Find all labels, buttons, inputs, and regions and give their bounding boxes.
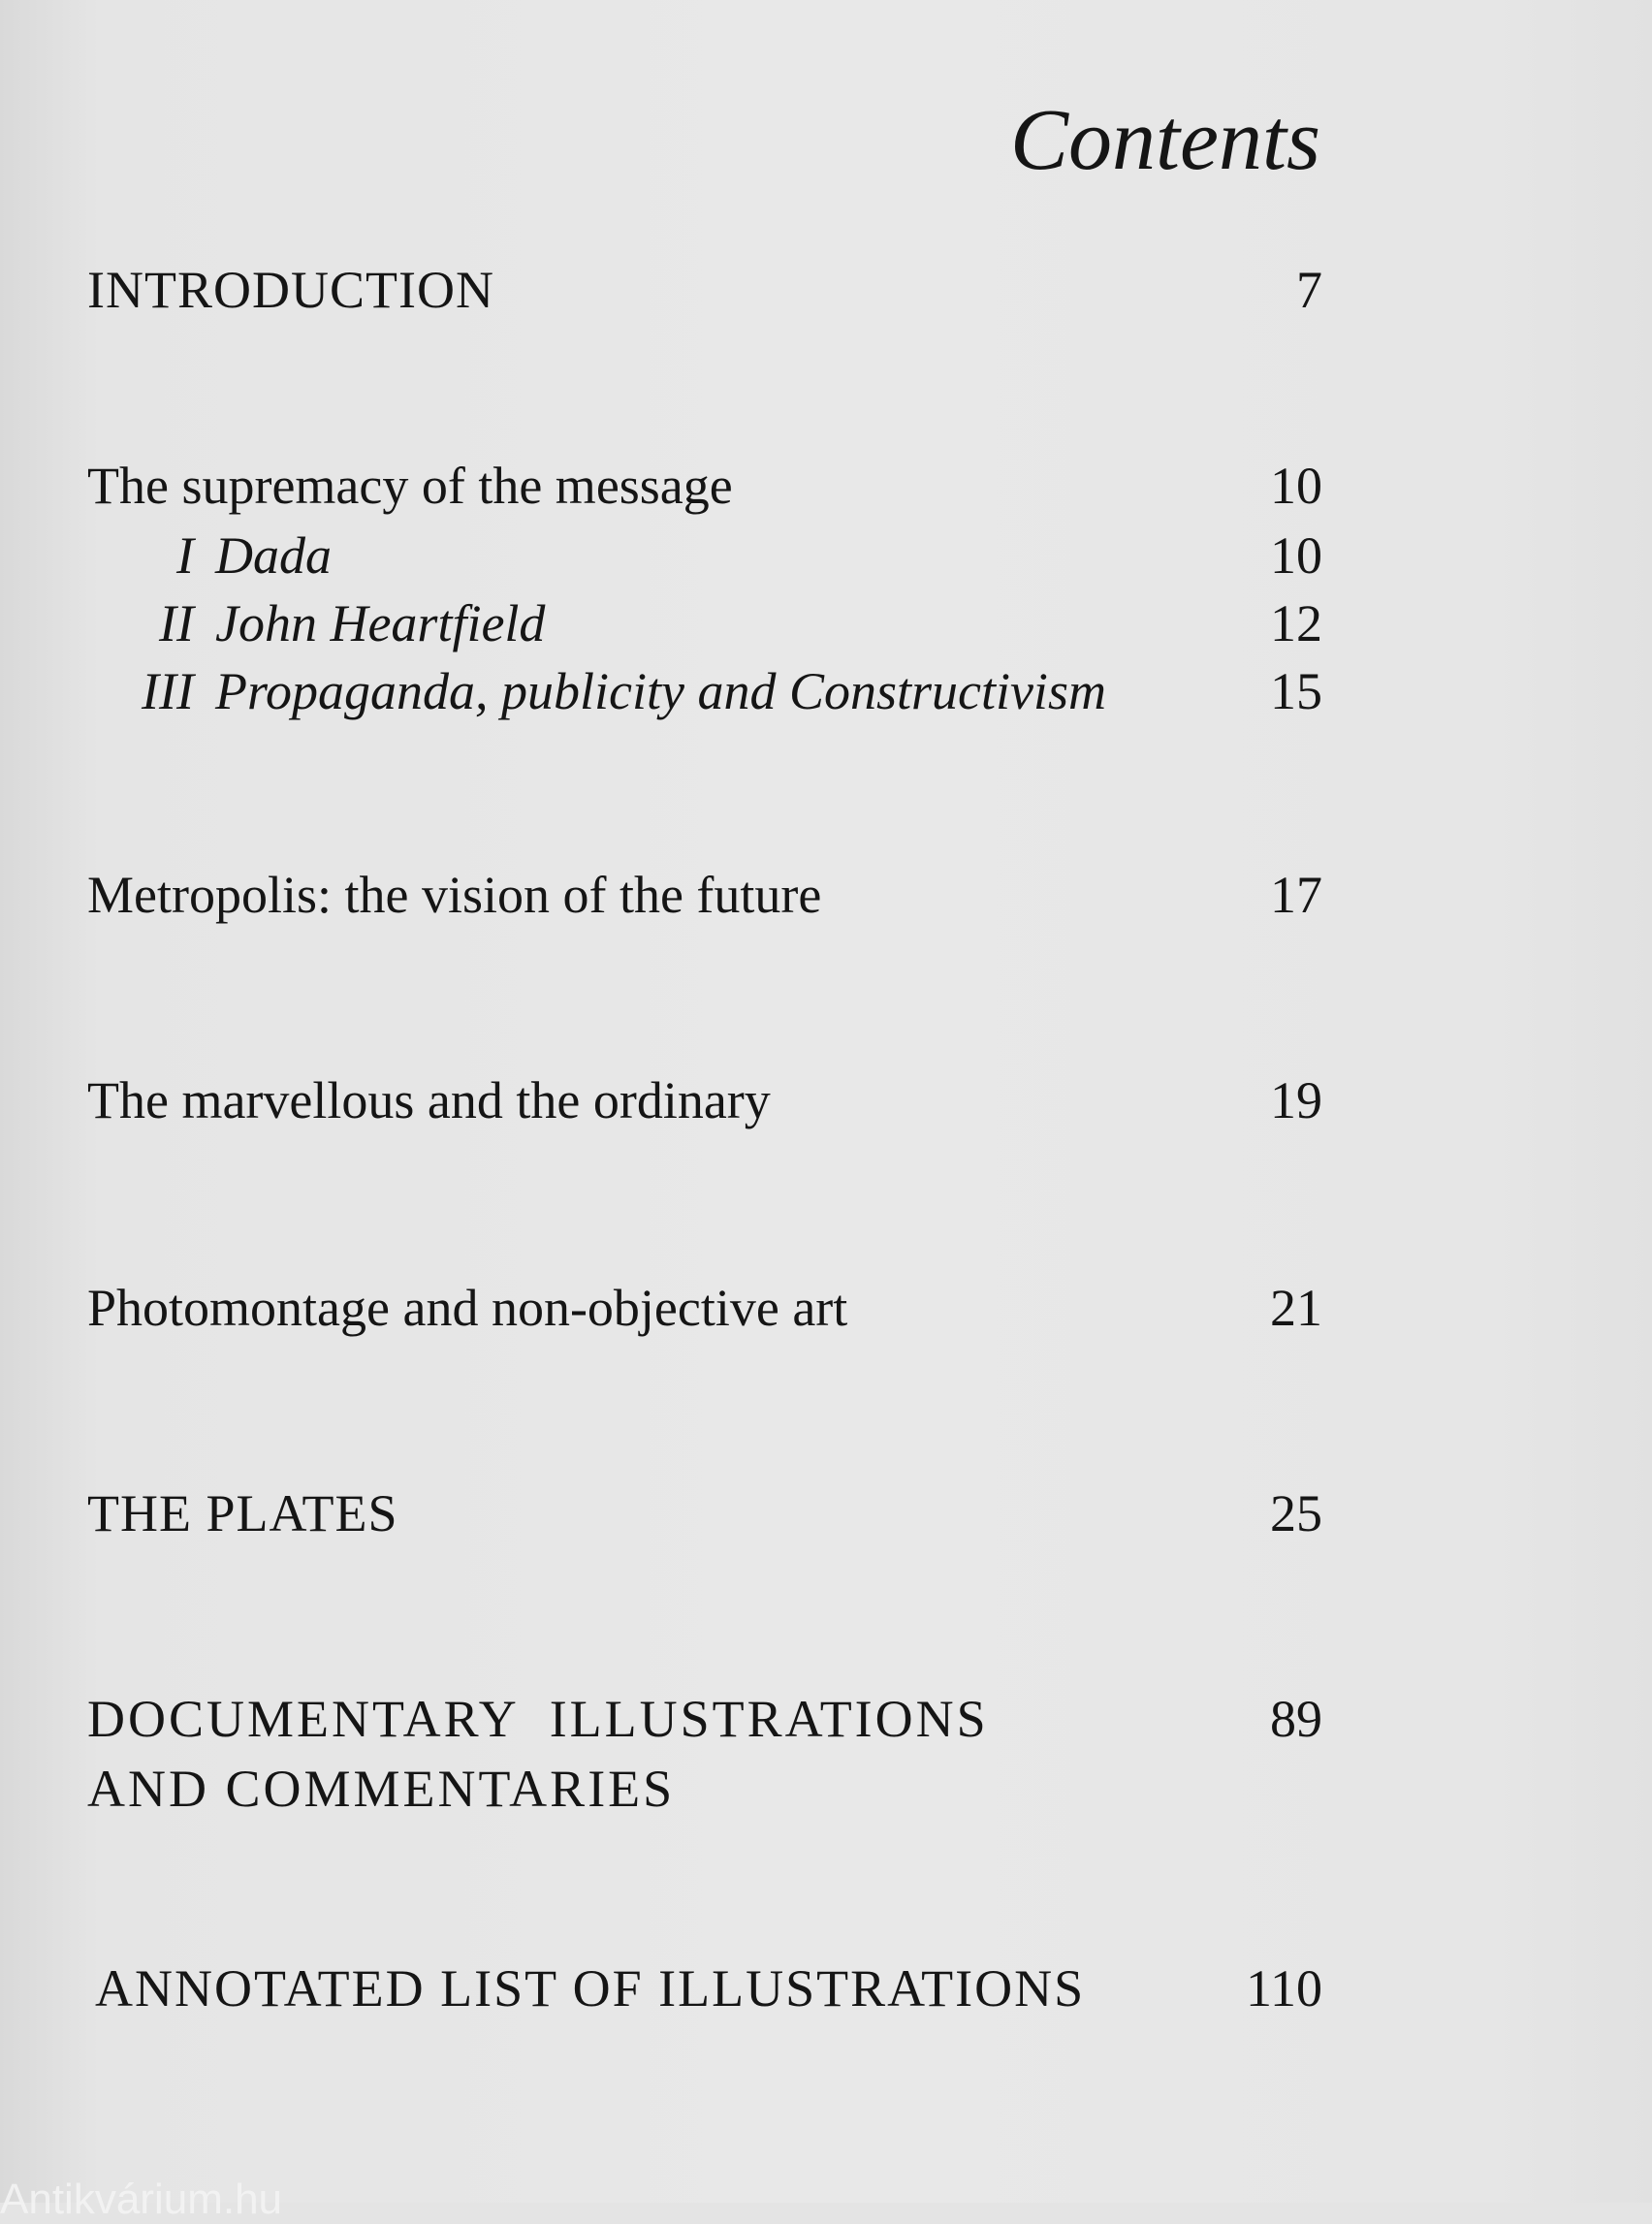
page-title: Contents (1009, 92, 1320, 188)
toc-entry-page: 89 (1270, 1690, 1322, 1748)
toc-entry-page: 17 (1270, 866, 1322, 924)
toc-entry-label-line2: AND COMMENTARIES (87, 1760, 676, 1818)
toc-subentry-numeral: III (142, 662, 194, 720)
toc-entry-page: 10 (1270, 457, 1322, 515)
toc-subentry-numeral: I (176, 526, 194, 585)
toc-entry-page: 21 (1270, 1279, 1322, 1337)
toc-entry-label: Metropolis: the vision of the future (87, 866, 822, 924)
toc-entry-label: Propaganda, publicity and Constructivism (215, 662, 1106, 720)
toc-entry-page: 12 (1270, 594, 1322, 652)
toc-subentry-numeral: II (159, 594, 194, 652)
toc-entry-label: Dada (215, 526, 332, 585)
toc-entry-label: The supremacy of the message (87, 457, 733, 515)
toc-entry-label: ANNOTATED LIST OF ILLUSTRATIONS (95, 1959, 1086, 2017)
toc-entry-page: 19 (1270, 1071, 1322, 1129)
toc-entry-page: 25 (1270, 1484, 1322, 1542)
toc-entry-page: 110 (1246, 1959, 1322, 2017)
toc-entry-label-line1: DOCUMENTARY ILLUSTRATIONS (87, 1690, 989, 1748)
watermark: Antikvárium.hu (0, 2176, 283, 2223)
toc-entry-label: THE PLATES (87, 1484, 398, 1542)
toc-entry-page: 15 (1270, 662, 1322, 720)
toc-entry-label: Photomontage and non-objective art (87, 1279, 848, 1337)
toc-entry-page: 7 (1296, 261, 1322, 319)
toc-entry-page: 10 (1270, 526, 1322, 585)
toc-entry-label: INTRODUCTION (87, 261, 494, 319)
toc-entry-label: John Heartfield (215, 594, 546, 652)
toc-entry-label: The marvellous and the ordinary (87, 1071, 771, 1129)
